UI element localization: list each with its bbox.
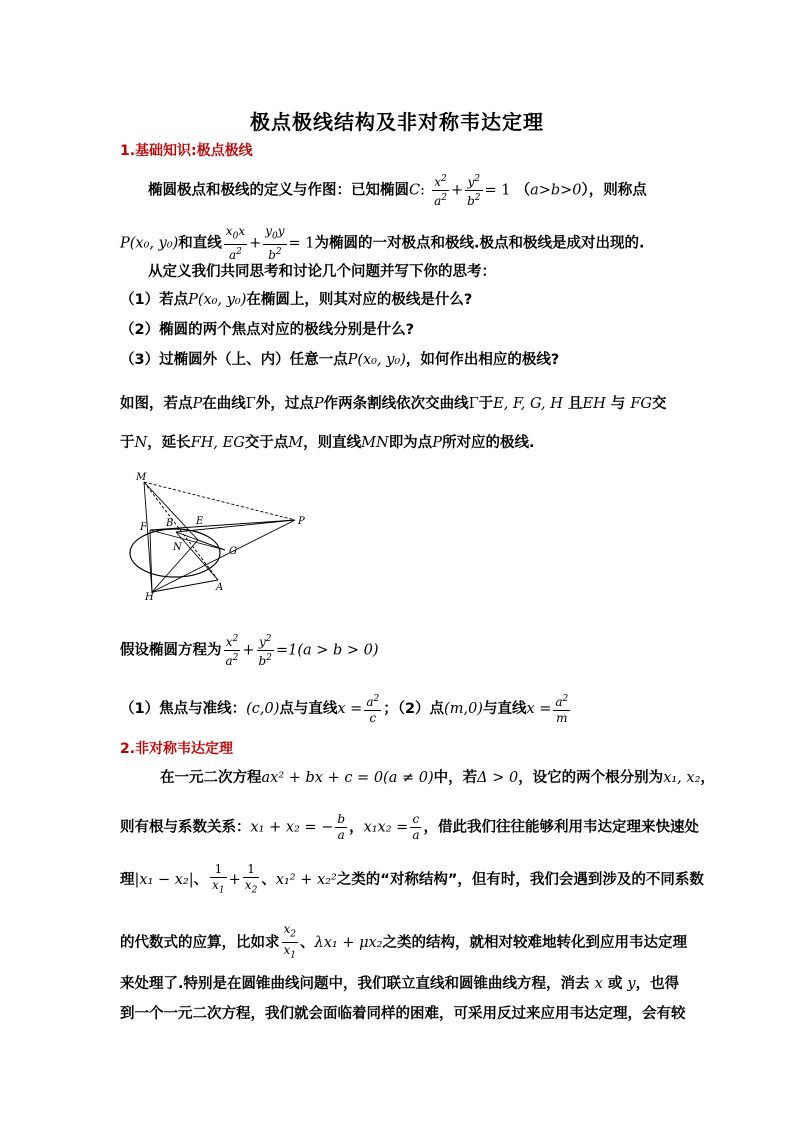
- line-MH: [144, 482, 152, 592]
- ellipse-fraction-y: $\frac{y^2}{b^2}$: [467, 174, 481, 208]
- focus-prefix: （1）焦点与准线：: [120, 701, 247, 717]
- p1-b: 在曲线: [202, 396, 246, 412]
- polar-construction-figure: [118, 470, 318, 600]
- sum-roots: x₁ + x₂ = −: [250, 819, 334, 836]
- l4-c: 之类的结构，就相对较难地转化到应用韦达定理: [382, 934, 687, 951]
- question-1: [120, 290, 472, 310]
- ellipse-curve: [130, 529, 220, 577]
- think-line: 从定义我们共同思考和讨论几个问题并写下你的思考：: [148, 264, 496, 280]
- vieta-line-4: [120, 922, 687, 964]
- focus-line-text: 与直线: [482, 701, 527, 717]
- q1-prefix: （1）若点: [120, 292, 189, 308]
- condition-ab: a>b>0: [530, 182, 582, 199]
- p1-a: 如图，若点: [120, 396, 193, 412]
- p1-f: 且: [567, 396, 583, 412]
- var-y: y: [627, 976, 636, 992]
- lambda-mu: λx₁ + μx₂: [314, 934, 383, 951]
- q3-suffix: ，如何作出相应的极线?: [405, 352, 560, 368]
- p2-b: ，延长: [147, 435, 191, 451]
- l1-c: ，设它的两个根分别为: [518, 770, 664, 786]
- l3-a: 理: [120, 872, 135, 889]
- point-m: (m,0): [444, 701, 483, 717]
- sym-gamma: Γ: [245, 396, 256, 412]
- sym-P-3: P: [432, 435, 442, 451]
- sym-FHEG: FH, EG: [190, 435, 245, 451]
- sym-MN: MN: [361, 435, 389, 451]
- p1-g: 与: [610, 396, 626, 412]
- fig-label-G: G: [229, 546, 237, 557]
- sym-P-2: P: [313, 396, 324, 412]
- fig-label-A: A: [216, 582, 224, 593]
- and-line-text: 和直线: [178, 235, 222, 252]
- quadratic-eq: ax² + bx + c = 0(a ≠ 0): [261, 770, 434, 786]
- p2-c: 交于点: [244, 435, 289, 451]
- p2-a: 于: [120, 435, 135, 451]
- page-title: 极点极线结构及非对称韦达定理: [250, 110, 544, 134]
- sym-gamma-2: Γ: [468, 396, 479, 412]
- focus-point: (c,0): [246, 701, 280, 717]
- vieta-line-6: 到一个一元二次方程，我们就会面临着同样的困难，可采用反过来应用韦达定理，会有较: [120, 1006, 686, 1022]
- assume-text: 假设椭圆方程为: [120, 642, 222, 659]
- line-MP: [144, 482, 295, 520]
- x-equals-1: x =: [337, 701, 363, 717]
- line-HA: [152, 580, 218, 592]
- polar-m-fraction: $\frac{a^2}{m}$: [555, 694, 569, 725]
- fig-label-M: M: [136, 472, 147, 483]
- sum-fraction: $\frac{b}{a}$: [337, 812, 346, 842]
- l3-b: 、: [193, 872, 209, 889]
- p2-f: 所对应的极线.: [441, 435, 535, 451]
- assume-fraction-x: $\frac{x^2}{a^2}$: [225, 634, 239, 668]
- sym-EFGH: E, F, G, H: [493, 396, 563, 412]
- section-heading-1: 1.基础知识:极点极线: [120, 143, 253, 159]
- abs-diff: |x₁ − x₂|: [134, 872, 194, 889]
- assume-equation: =1(a > b > 0): [275, 642, 379, 659]
- p2-d: ，则直线: [303, 435, 362, 451]
- vieta-line-2: [120, 812, 699, 843]
- delta: Δ > 0: [477, 770, 519, 786]
- product-roots: x₁x₂ =: [363, 819, 409, 836]
- l3-c: 、: [261, 872, 276, 889]
- l5-c: ，也得: [635, 976, 680, 992]
- fig-label-F: F: [140, 522, 147, 533]
- polar-definition-text: 为椭圆的一对极点和极线.极点和极线是成对出现的.: [314, 235, 645, 252]
- polar-definition-line: P(x₀, y₀)和直线 $\frac{x_0x}{a^2}$ + $\frac{y_0y}{b^2}$ = 1为椭圆的一对极点和极线.极点和极线是成对出现的.: [120, 224, 645, 263]
- l4-a: 的代数式的应算，比如求: [120, 934, 280, 951]
- q1-suffix: 在椭圆上，则其对应的极线是什么?: [246, 292, 473, 308]
- fig-label-E: E: [196, 516, 204, 527]
- l3-d: 之类的“对称结构”，但有时，我们会遇到涉及的不同系数: [336, 872, 704, 889]
- focus-text: 点与直线: [279, 701, 338, 717]
- ellipse-assumption-line: 假设椭圆方程为 $\frac{x^2}{a^2}$ + $\frac{y^2}{b^2}$ =1(a > b > 0): [120, 634, 379, 668]
- polar-fraction-x: $\frac{x_0x}{a^2}$: [225, 224, 246, 263]
- polar-fraction-y: $\frac{y_0y}{b^2}$: [265, 224, 285, 263]
- directrix-fraction: $\frac{a^2}{c}$: [366, 694, 380, 725]
- l5-a: 来处理了.特别是在圆锥曲线问题中，我们联立直线和圆锥曲线方程，消去: [120, 976, 590, 992]
- construction-line-2: [120, 433, 534, 453]
- sym-N: N: [134, 435, 148, 451]
- fig-label-B: B: [166, 518, 174, 529]
- l1-b: 中，若: [433, 770, 478, 786]
- roots: x₁, x₂: [663, 770, 701, 786]
- p1-e: 于: [478, 396, 494, 412]
- sym-EH: EH: [582, 396, 606, 412]
- focus-second: ；（2）点: [383, 701, 445, 717]
- reciprocal-2: $\frac{1}{x_2}$: [244, 862, 258, 896]
- vieta-line-3: 理|x₁ − x₂|、 $\frac{1}{x_1}$ + $\frac{1}{x_2}$ 、x₁² + x₂²之类的“对称结构”，但有时，我们会遇到涉及的不同系数: [120, 862, 704, 898]
- p1-d: 作两条割线依次交曲线: [323, 396, 469, 412]
- x-equals-2: x =: [526, 701, 552, 717]
- vieta-line-1: [160, 768, 715, 788]
- vieta-line-5: [120, 974, 679, 994]
- line-ME: [144, 482, 198, 540]
- point-P: P(x₀, y₀): [120, 235, 179, 252]
- l4-b: 、: [300, 934, 315, 951]
- fig-label-N: N: [173, 542, 182, 553]
- l5-b: 或: [607, 976, 623, 992]
- section-heading-2: 2.非对称韦达定理: [120, 741, 234, 757]
- sym-M: M: [288, 435, 304, 451]
- l2-a: 则有根与系数关系：: [120, 819, 251, 836]
- sum-squares: x₁² + x₂²: [275, 872, 337, 889]
- line-PH: [152, 520, 295, 592]
- question-3: [120, 350, 559, 370]
- q3-point: P(x₀, y₀): [347, 352, 406, 368]
- var-x: x: [594, 976, 603, 992]
- paren-open: （: [515, 182, 531, 199]
- intro-tail: ），则称点: [581, 182, 647, 199]
- line-PB: [176, 520, 295, 532]
- sym-P: P: [192, 396, 203, 412]
- product-fraction: $\frac{c}{a}$: [412, 812, 420, 842]
- fig-label-H: H: [145, 592, 154, 600]
- reciprocal-1: $\frac{1}{x_1}$: [212, 862, 225, 896]
- intro-text: 椭圆极点和极线的定义与作图：已知椭圆: [148, 182, 409, 199]
- ratio-fraction: $\frac{x_2}{x_1}$: [283, 922, 297, 961]
- intro-line: 椭圆极点和极线的定义与作图：已知椭圆C: $\frac{x^2}{a^2}$ + $\frac{y^2}{b^2}$ = 1 （a>b>0），则称点: [148, 174, 647, 208]
- q1-point: P(x₀, y₀): [188, 292, 247, 308]
- p1-c: 外，过点: [255, 396, 314, 412]
- l2-b: ，: [349, 819, 364, 836]
- ellipse-fraction-x: $\frac{x^2}{a^2}$: [434, 174, 447, 208]
- p2-e: 即为点: [388, 435, 433, 451]
- question-2: （2）椭圆的两个焦点对应的极线分别是什么?: [120, 322, 414, 338]
- construction-line-1: [120, 394, 667, 414]
- focus-directrix-line: [120, 692, 572, 726]
- assume-fraction-y: $\frac{y^2}{b^2}$: [258, 634, 272, 668]
- p1-h: 交: [652, 396, 667, 412]
- l1-a: 在一元二次方程: [160, 770, 262, 786]
- l1-d: ，: [700, 770, 715, 786]
- l2-c: ，借此我们往往能够利用韦达定理来快速处: [423, 819, 699, 836]
- sym-FG: FG: [630, 396, 652, 412]
- q3-prefix: （3）过椭圆外（上、内）任意一点: [120, 352, 348, 368]
- fig-label-P: P: [298, 516, 305, 527]
